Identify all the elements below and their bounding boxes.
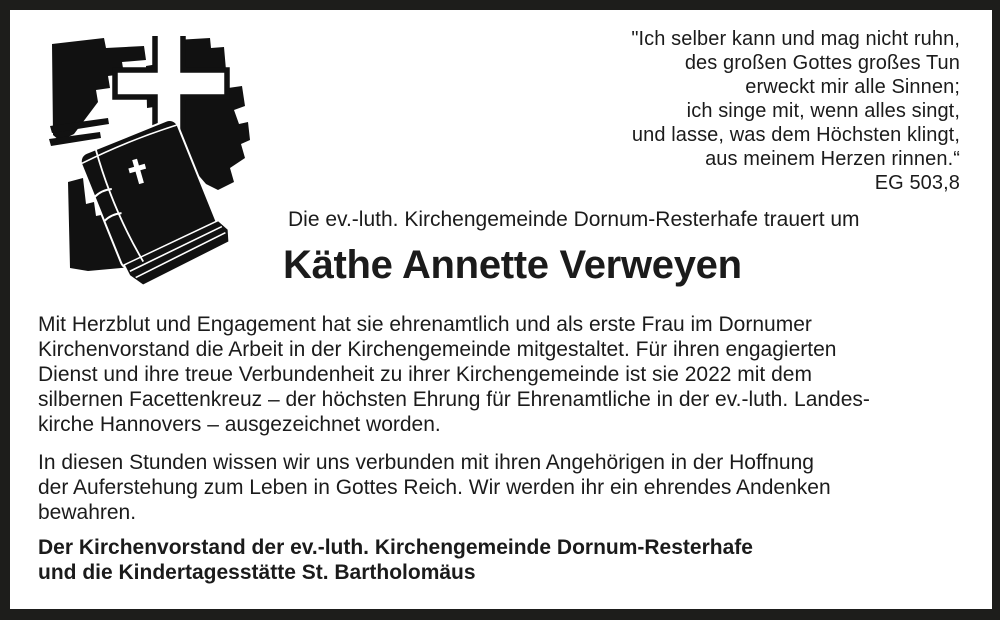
signature-block [38, 535, 978, 585]
obituary-paragraph-2 [38, 450, 978, 525]
obituary-text-line: Dienst und ihre treue Verbundenheit zu ihrer Kirchengemeinde ist sie 2022 mit dem [38, 363, 812, 386]
hymn-quote-line: "Ich selber kann und mag nicht ruhn, [631, 28, 960, 50]
signature-line: und die Kindertagesstätte St. Bartholomäus [38, 561, 476, 584]
obituary-text-line: der Auferstehung zum Leben in Gottes Reich. Wir werden ihr ein ehrendes Andenken [38, 476, 831, 499]
obituary-text-line: kirche Hannovers – ausgezeichnet worden. [38, 413, 441, 436]
obituary-text-line: bewahren. [38, 501, 137, 524]
obituary-text-line: silbernen Facettenkreuz – der höchsten Ehrung für Ehrenamtliche in der ev.-luth. Landes- [38, 388, 870, 411]
obituary-text-line: Mit Herzblut und Engagement hat sie ehrenamtlich und als erste Frau im Dornumer [38, 313, 812, 336]
hymn-quote-line: ich singe mit, wenn alles singt, [686, 100, 960, 122]
hymn-quote-line: aus meinem Herzen rinnen.“ [705, 148, 960, 170]
hymn-quote-line: des großen Gottes großes Tun [684, 52, 960, 74]
deceased-name: Käthe Annette Verweyen [283, 243, 742, 287]
hymn-reference: EG 503,8 [874, 172, 960, 194]
hymn-quote-lines [631, 27, 960, 171]
obituary-text-line: In diesen Stunden wissen wir uns verbunden mit ihren Angehörigen in der Hoffnung [38, 451, 814, 474]
intro-line: Die ev.-luth. Kirchengemeinde Dornum-Resterhafe trauert um [288, 208, 860, 231]
signature-line: Der Kirchenvorstand der ev.-luth. Kirchengemeinde Dornum-Resterhafe [38, 536, 753, 559]
bible-and-cross-icon [48, 36, 256, 288]
frame-border-top [0, 0, 1000, 10]
frame-border-left [0, 0, 10, 620]
hymn-quote-line: erweckt mir alle Sinnen; [745, 76, 960, 98]
hymn-quote-line: und lasse, was dem Höchsten klingt, [631, 124, 960, 146]
memorial-hymn-quote [631, 27, 960, 195]
obituary-body [38, 312, 978, 585]
obituary-paragraph-1 [38, 312, 978, 437]
frame-border-bottom [0, 609, 1000, 620]
frame-border-right [992, 0, 1000, 620]
obituary-text-line: Kirchenvorstand die Arbeit in der Kirchengemeinde mitgestaltet. Für ihren engagierten [38, 338, 837, 361]
